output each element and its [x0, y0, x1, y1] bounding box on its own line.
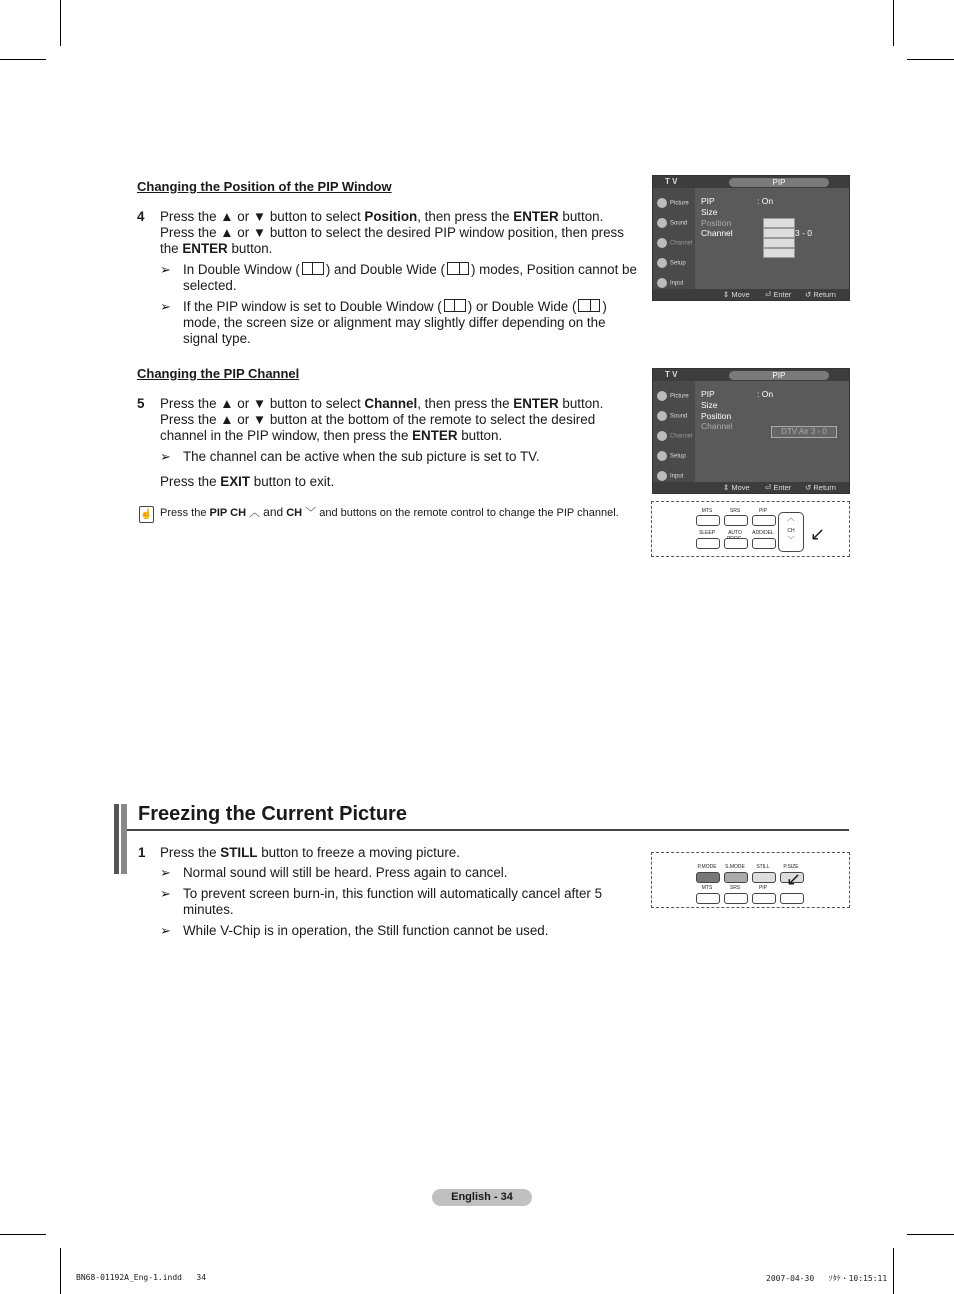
remote-label: SLEEP — [698, 530, 716, 536]
remote-label: PIP — [758, 885, 768, 891]
crop-mark — [0, 59, 46, 60]
remote-label: ADD/DEL — [752, 530, 774, 536]
osd-pip-value: : On — [757, 196, 774, 206]
remote-label: PIP — [758, 508, 768, 514]
sleep-button — [696, 538, 720, 549]
osd-channel-value: 3 - 0 — [795, 228, 813, 238]
s-mode-button — [724, 872, 748, 883]
hand-icon: ☝ — [139, 506, 154, 523]
osd-row-pip: PIP — [701, 196, 715, 206]
note-text: The channel can be active when the sub picture is set to TV. — [183, 449, 540, 464]
step-text: Press the ▲ or ▼ button to select Channel, then press the ENTER button. Press the ▲ or ▼ button at the bottom of the remote to select the desired channel in the PIP window, then press the ENTER button. — [160, 396, 604, 443]
srs-button — [724, 893, 748, 904]
input-icon: Input — [657, 471, 683, 481]
note-arrow-icon: ➢ — [160, 886, 171, 901]
osd-pip-value: : On — [757, 389, 774, 399]
remote-label: S.MODE — [725, 864, 745, 870]
note-arrow-icon: ➢ — [160, 865, 171, 880]
double-window-icon — [444, 299, 466, 312]
picture-icon: Picture — [657, 198, 689, 208]
step-number: 1 — [138, 845, 146, 860]
heading-bar — [114, 804, 119, 874]
page-number-badge: English - 34 — [432, 1189, 532, 1206]
p-mode-button — [696, 872, 720, 883]
note-arrow-icon: ➢ — [160, 299, 171, 314]
double-wide-icon — [578, 299, 600, 312]
exit-text: Press the EXIT button to exit. — [160, 474, 335, 489]
up-chevron-icon: ︿ — [249, 507, 261, 519]
channel-icon: Channel — [657, 238, 692, 248]
crop-mark — [0, 1234, 46, 1235]
remote-label: SRS — [729, 508, 741, 514]
remote-label: P.MODE — [697, 864, 717, 870]
osd-screen-channel — [652, 368, 850, 494]
osd-title: PIP — [729, 178, 829, 187]
still-button — [752, 872, 776, 883]
input-icon: Input — [657, 278, 683, 288]
setup-icon: Setup — [657, 258, 686, 268]
mts-button — [696, 515, 720, 526]
tip-text: Press the PIP CH ︿ and CH ﹀ and buttons on the remote control to change the PIP channel. — [160, 505, 619, 519]
crop-mark — [907, 1234, 954, 1235]
down-chevron-icon: ﹀ — [305, 507, 317, 519]
remote-illustration-ch — [651, 501, 850, 557]
add-del-button — [752, 538, 776, 549]
double-wide-icon — [447, 262, 469, 275]
remote-label: P.SIZE — [783, 864, 799, 870]
page-heading: Freezing the Current Picture — [138, 803, 407, 825]
note-text: To prevent screen burn-in, this function will automatically cancel after 5 minutes. — [183, 886, 603, 917]
position-option — [763, 218, 795, 228]
osd-row-size: Size — [701, 400, 718, 410]
pip-button — [752, 893, 776, 904]
setup-icon: Setup — [657, 451, 686, 461]
finger-pointer-icon: ↙ — [810, 524, 826, 544]
step-number: 4 — [137, 209, 145, 224]
note-arrow-icon: ➢ — [160, 449, 171, 464]
date-info: 2007-04-30 ｿﾀｹ・10:15:11 — [766, 1274, 888, 1283]
remote-label: MTS — [701, 885, 713, 891]
osd-screen-position — [652, 175, 850, 301]
heading-rule — [127, 829, 849, 831]
note-text: If the PIP window is set to Double Window ( ) or Double Wide ( ) mode, the screen size or alignment may slightly differ depending on the signal type. — [183, 299, 607, 346]
srs-button — [724, 515, 748, 526]
sound-icon: Sound — [657, 411, 687, 421]
osd-row-size: Size — [701, 207, 718, 217]
osd-row-channel: Channel — [701, 228, 733, 238]
step-text: Press the STILL button to freeze a moving picture. — [160, 845, 460, 860]
section-title-pip-channel: Changing the PIP Channel — [137, 366, 300, 381]
channel-icon: Channel — [657, 431, 692, 441]
crop-mark — [60, 1248, 61, 1294]
note-arrow-icon: ➢ — [160, 262, 171, 277]
osd-row-pip: PIP — [701, 389, 715, 399]
osd-row-position: Position — [701, 411, 732, 421]
sound-icon: Sound — [657, 218, 687, 228]
ch-rocker: ︿ CH ﹀ — [778, 512, 804, 552]
osd-row-position: Position — [701, 218, 732, 228]
remote-button — [780, 893, 804, 904]
double-window-icon — [302, 262, 324, 275]
picture-icon: Picture — [657, 391, 689, 401]
position-option — [763, 248, 795, 258]
osd-bottom-bar: ⇕ Move ⏎ Enter ↺ Return — [653, 289, 849, 300]
note-text: In Double Window ( ) and Double Wide ( ) modes, Position cannot be selected. — [183, 262, 637, 293]
osd-sidebar — [653, 188, 695, 290]
crop-mark — [893, 1248, 894, 1294]
crop-mark — [60, 0, 61, 46]
remote-label: SRS — [729, 885, 741, 891]
auto-prog-button — [724, 538, 748, 549]
remote-label: AUTO — [728, 530, 742, 536]
note-arrow-icon: ➢ — [160, 923, 171, 938]
remote-illustration-still — [651, 852, 850, 908]
osd-sidebar — [653, 381, 695, 483]
section-title-pip-position: Changing the Position of the PIP Window — [137, 179, 392, 194]
remote-label: STILL — [756, 864, 770, 870]
crop-mark — [907, 59, 954, 60]
osd-tv-label: T V — [665, 177, 678, 186]
osd-bottom-bar: ⇕ Move ⏎ Enter ↺ Return — [653, 482, 849, 493]
position-option — [763, 238, 795, 248]
crop-mark — [893, 0, 894, 46]
heading-bar — [121, 804, 127, 874]
note-text: Normal sound will still be heard. Press again to cancel. — [183, 865, 508, 880]
osd-title: PIP — [729, 371, 829, 380]
osd-tv-label: T V — [665, 370, 678, 379]
osd-channel-value: DTV Air 3 - 0 — [771, 426, 837, 438]
step-number: 5 — [137, 396, 145, 411]
mts-button — [696, 893, 720, 904]
position-option — [763, 228, 795, 238]
note-text: While V-Chip is in operation, the Still function cannot be used. — [183, 923, 549, 938]
step-text: Press the ▲ or ▼ button to select Position, then press the ENTER button. Press the ▲ or ▼ button to select the desired PIP window position, then press the ENTER button. — [160, 209, 624, 256]
file-info: BN68-01192A_Eng-1.indd 34 — [76, 1273, 207, 1282]
osd-row-channel: Channel — [701, 421, 733, 431]
pip-button — [752, 515, 776, 526]
finger-pointer-icon: ↙ — [786, 869, 802, 889]
remote-label: MTS — [701, 508, 713, 514]
